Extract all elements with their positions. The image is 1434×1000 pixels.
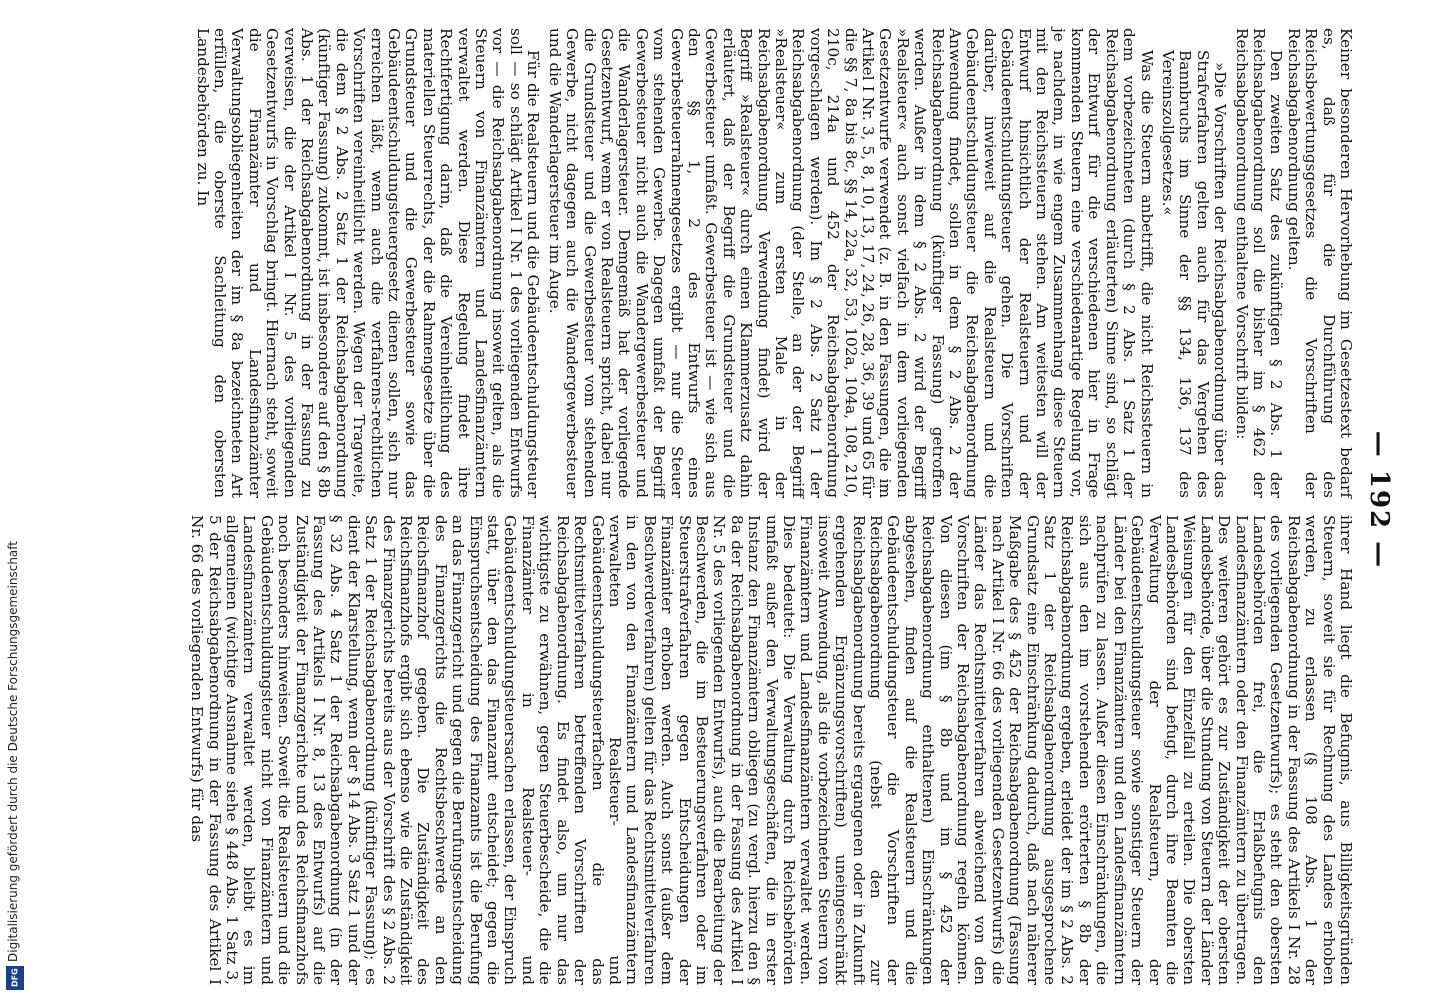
paragraph: »Die Vorschriften der Reichsabgabenordnung über das Strafverfahren gelten auch für das Vergehen des Bannbruchs im Sinne der §§ 134, 136, 137 des Vereinszollgesetzes.« bbox=[1158, 50, 1230, 498]
funding-notice: Digitalisierung gefördert durch die Deutsche Forschungsgemeinschaft bbox=[6, 540, 20, 962]
text-column-right bbox=[188, 515, 1354, 985]
paragraph: Was die Steuern anbetrifft, die nicht Reichssteuern in dem vorbezeichneten (durch § 2 Abs. 1 Satz 1 der Reichsabgabenordnung erläuterten) Sinne sind, so schlägt der Entwurf für die verschiedenen hier in Frage kommenden Steuern eine verschiedenartige Regelung vor, je nachdem, in wie engem Zusammenhang diese Steuern mit den Reichssteuern stehen. Am weitesten will der Entwurf hinsichtlich der Realsteuern und der Gebäudeentschuldungsteuer gehen. Die Vorschriften darüber, inwieweit auf die Realsteuern und die Gebäudeentschuldungsteuer die Reichsabgabenordnung Anwendung findet, sollen in dem § 2 Abs. 2 der Reichsabgabenordnung (künftiger Fassung) getroffen werden. Außer in dem § 2 Abs. 2 wird der Begriff »Realsteuer« auch sonst vielfach in dem vorliegenden Gesetzentwurfe verwendet (z. B. in den Fassungen, die im Artikel I Nr. 3, 5, 8, 10, 13, 17, 24, 26, 28, 36, 39 und 65 für die §§ 7, 8a bis 8c, §§ 14, 22a, 32, 53, 102a, 104a, 108, 210, 210c, 214a und 452 der Reichsabgabenordnung vorgeschlagen werden). Im § 2 Abs. 2 Satz 1 der Reichsabgabenordnung (der Stelle, an der der Begriff »Realsteuer« zum ersten Male in der Reichsabgabenordnung Verwendung findet) wird der Begriff »Realsteuer« durch einen Klammerzusatz dahin erläutert, daß der Begriff die Grundsteuer und die Gewerbesteuer umfaßt. Gewerbesteuer ist — wie sich aus den §§ 1, 2 des Entwurfs eines Gewerbesteuerrahmengesetzes ergibt — nur die Steuer vom stehenden Gewerbe. Dagegen umfaßt der Begriff Gewerbesteuer nicht auch die Wandergewerbesteuer und die Wanderlagersteuer. Demgemäß hat der vorliegende Gesetzentwurf, wenn er von Realsteuern spricht, dabei nur die Grundsteuer und die Gewerbesteuer vom stehenden Gewerbe, nicht dagegen auch die Wandergewerbesteuer und die Wanderlagersteuer im Auge. bbox=[545, 28, 1156, 498]
paragraph: Keiner besonderen Hervorhebung im Gesetzestext bedarf es, daß für die Durchführung des Reichsbewertungsgesetzes die Vorschriften der Reichsabgabenordnung gelten. bbox=[1284, 28, 1355, 498]
paragraph: ihrer Hand liegt die Befugnis, aus Billigkeitsgründen Steuern, soweit sie für Rechnung des Landes erhoben werden, zu erlassen (§ 108 Abs. 1 der Reichsabgabenordnung in der Fassung des Artikels I Nr. 28 des vorliegenden Gesetzentwurfs); es steht den obersten Landesbehörden frei, die Erlaßbefugnis den Landesfinanzämtern oder den Finanzämtern zu übertragen. Des weiteren gehört es zur Zuständigkeit der obersten Landesbehörde, über die Stundung von Steuern der Länder Weisungen für den Einzelfall zu erteilen. Die obersten Landesbehörden sind befugt, durch ihre Beamten die Verwaltung der Realsteuern, der Gebäudeentschuldungsteuer sowie sonstiger Steuern der Länder bei den Finanzämtern und den Landesfinanzämtern nachprüfen zu lassen. Außer diesen Einschränkungen, die sich aus den im vorstehenden erörterten § 8b der Reichsabgabenordnung ergeben, erleidet der im § 2 Abs. 2 Satz 1 der Reichsabgabenordnung ausgesprochene Grundsatz eine Einschränkung dadurch, daß nach näherer Maßgabe des § 452 der Reichsabgabenordnung (Fassung nach Artikel I Nr. 66 des vorliegenden Gesetzentwurfs) die Länder das Rechtsmittelverfahren abweichend von den Vorschriften der Reichsabgabenordnung regeln können. Von diesen (im § 8b und im § 452 der Reichsabgabenordnung enthaltenen) Einschränkungen abgesehen, finden auf die Realsteuern und die Gebäudeentschuldungsteuer die Vorschriften der Reichsabgabenordnung (nebst den zur Reichsabgabenordnung bereits ergangenen oder in Zukunft ergehenden Ergänzungsvorschriften) uneingeschränkt insoweit Anwendung, als die vorbezeichneten Steuern von Finanzämtern und Landesfinanzämtern verwaltet werden. Dies bedeutet: Die Verwaltung durch Reichsbehörden umfaßt außer den Verwaltungsgeschäften, die in erster Instanz den Finanzämtern obliegen (zu vergl. hierzu den § 8a der Reichsabgabenordnung in der Fassung des Artikel I Nr. 5 des vorliegenden Entwurfs), auch die Bearbeitung der Beschwerden, die im Besteuerungsverfahren oder im Steuerstrafverfahren gegen Entscheidungen der Finanzämter erhoben werden. Auch sonst (außer dem Beschwerdeverfahren) gelten für das Rechtsmittelverfahren in den von den Finanzämtern und Landesfinanzämtern verwalteten Realsteuer- und Gebäudeentschuldungsteuerfachen die das Rechtsmittelverfahren betreffenden Vorschriften der Reichsabgabenordnung. Es findet also, um nur das wichtigste zu erwähnen, gegen Steuerbescheide, die die Finanzämter in Realsteuer- und Gebäudeentschuldungsteuersachen erlassen, der Einspruch statt, über den das Finanzamt entscheidet; gegen die Einspruchsentscheidung des Finanzamts ist die Berufung an das Finanzgericht und gegen die Berufungsentscheidung des Finanzgerichts die Rechtsbeschwerde an den Reichsfinanzhof gegeben. Die Zuständigkeit des Reichsfinanzhofs ergibt sich ebenso wie die Zuständigkeit des Finanzgerichts bereits aus der Vorschrift des § 2 Abs. 2 Satz 1 der Reichsabgabenordnung (künftiger Fassung); es dient der Klarstellung, wenn der § 14 Abs. 3 Satz 1 und der § 32 Abs. 4 Satz 1 der Reichsabgabenordnung (in der Fassung des Artikels I Nr. 8, 13 des Entwurfs) auf die Zuständigkeit der Finanzgerichte und des Reichsfinanzhofs noch besonders hinweisen. Soweit die Realsteuern und die Gebäudeentschuldungsteuer nicht von Finanzämtern und Landesfinanzämtern verwaltet werden, bleibt es im allgemeinen (wichtige Ausnahme siehe § 448 Abs. 1 Satz 3, 5 der Reichsabgabenordnung in der Fassung des Artikel I Nr. 66 des vorliegenden Entwurfs) für das bbox=[188, 515, 1355, 985]
dfg-logo: DFG bbox=[6, 966, 24, 990]
text-column-left bbox=[193, 28, 1354, 498]
digitization-footer bbox=[4, 6, 26, 996]
page-number: — 192 — bbox=[1364, 430, 1394, 570]
paragraph: Für die Realsteuern und die Gebäudeentschuldungsteuer soll — so schlägt Artikel I Nr. 1 des vorliegenden Entwurfs vor — die Reichsabgabenordnung insoweit gelten, als die Steuern von Finanzämtern und Landesfinanzämtern verwaltet werden. Diese Regelung findet ihre Rechtfertigung darin, daß die Vereinheitlichung des materiellen Steuerrechts, der die Rahmengesetze über die Grundsteuer und die Gewerbesteuer sowie das Gebäudeentschuldungsteuergesetz dienen sollen, sich nur erreichen läßt, wenn auch die verfahrens-rechtlichen Vorschriften vereinheitlicht werden. Wegen der Tragweite, die dem § 2 Abs. 2 Satz 1 der Reichsabgabenordnung (künftiger Fassung) zukommt, ist insbesondere auf den § 8b Abs. 1 der Reichsabgabenordnung in der Fassung zu verweisen, die der Artikel I Nr. 5 des vorliegenden Gesetzentwurfs in Vorschlag bringt. Hiernach steht, soweit die Finanzämter und Landesfinanzämter Verwaltungsobliegenheiten der im § 8a bezeichneten Art erfüllen, die oberste Sachleitung den obersten Landesbehörden zu. In bbox=[193, 28, 543, 498]
paragraph: Den zweiten Satz des zukünftigen § 2 Abs. 1 der Reichsabgabenordnung soll die bisher im § 462 der Reichsabgabenordnung enthaltene Vorschrift bilden: bbox=[1232, 28, 1286, 498]
